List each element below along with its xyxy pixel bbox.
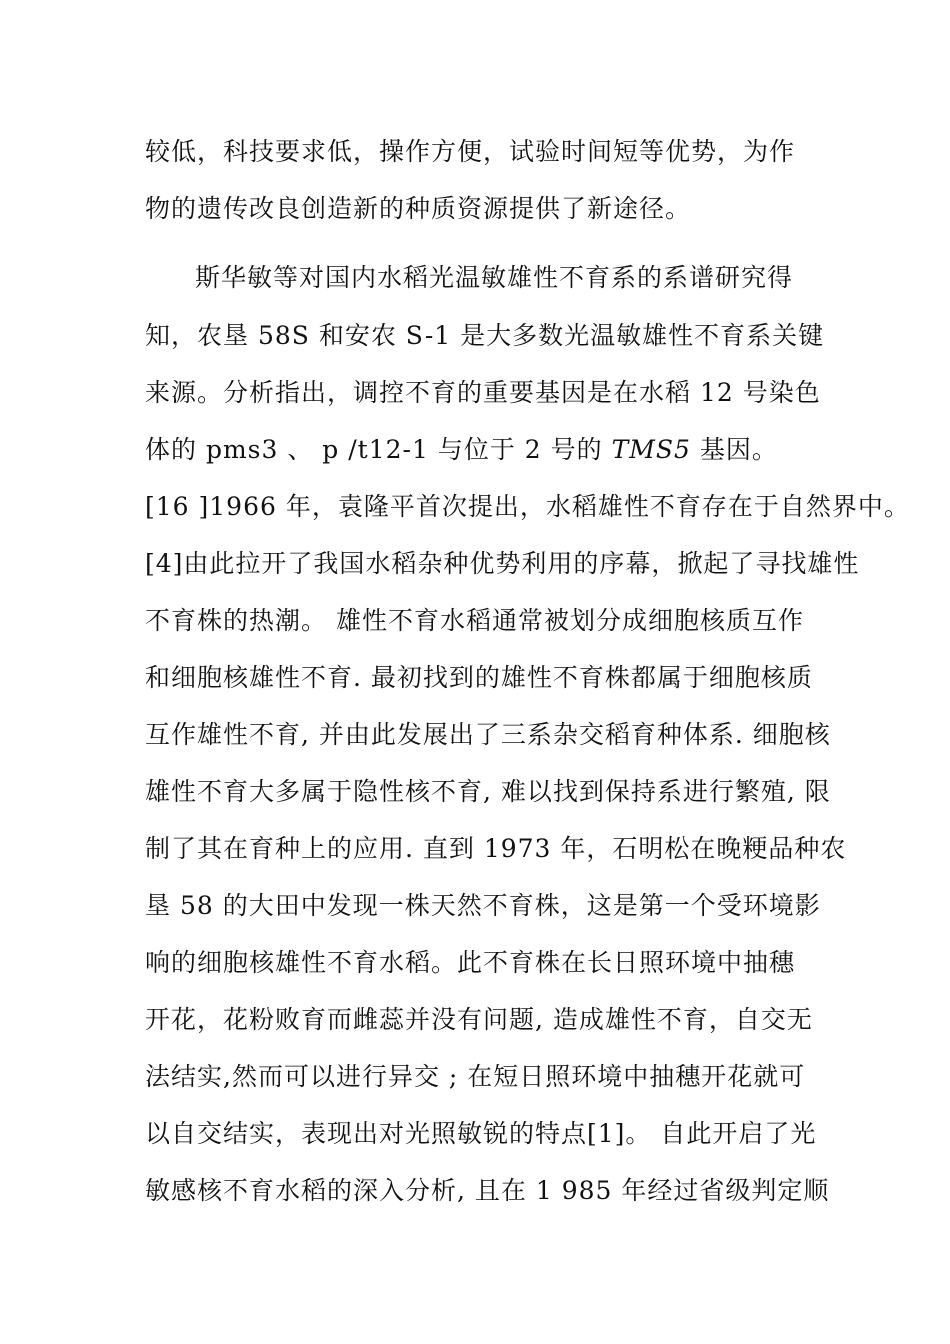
paragraph-line: 来源。分析指出，调控不育的重要基因是在水稻 12 号染色 bbox=[145, 378, 821, 407]
paragraph-line: 响的细胞核雄性不育水稻。此不育株在长日照环境中抽穗 bbox=[145, 948, 796, 977]
paragraph-line: 以自交结实，表现出对光照敏锐的特点[1]。 自此开启了光 bbox=[145, 1119, 817, 1148]
paragraph-line: 知，农垦 58S 和安农 S-1 是大多数光温敏雄性不育系关键 bbox=[145, 321, 825, 350]
paragraph-line: 斯华敏等对国内水稻光温敏雄性不育系的系谱研究得 bbox=[195, 263, 794, 292]
paragraph-line: 物的遗传改良创造新的种质资源提供了新途径。 bbox=[145, 194, 692, 223]
gene-text-after: 基因。 bbox=[690, 435, 778, 464]
paragraph-line: 互作雄性不育, 并由此发展出了三系杂交稻育种体系. 细胞核 bbox=[145, 720, 831, 749]
paragraph-line: 和细胞核雄性不育. 最初找到的雄性不育株都属于细胞核质 bbox=[145, 663, 813, 692]
gene-text-before: 体的 pms3 、 p /t12-1 与位于 2 号的 bbox=[145, 435, 612, 464]
paragraph-line: [4]由此拉开了我国水稻杂种优势利用的序幕，掀起了寻找雄性 bbox=[145, 549, 860, 578]
gene-name-italic: TMS5 bbox=[611, 435, 691, 464]
paragraph-line: 较低，科技要求低，操作方便，试验时间短等优势，为作 bbox=[145, 137, 796, 166]
paragraph-line: 开花，花粉败育而雌蕊并没有问题, 造成雄性不育，自交无 bbox=[145, 1005, 813, 1034]
paragraph-line: 不育株的热潮。 雄性不育水稻通常被划分成细胞核质互作 bbox=[145, 606, 804, 635]
paragraph-line: 垦 58 的大田中发现一株天然不育株，这是第一个受环境影 bbox=[145, 891, 821, 920]
paragraph-line: [16 ]1966 年，袁隆平首次提出，水稻雄性不育存在于自然界中。 bbox=[145, 492, 910, 521]
paragraph-line: 制了其在育种上的应用. 直到 1973 年，石明松在晚粳品种农 bbox=[145, 834, 847, 863]
paragraph-line: 法结实,然而可以进行异交 ; 在短日照环境中抽穗开花就可 bbox=[145, 1062, 806, 1091]
paragraph-line: 敏感核不育水稻的深入分析, 且在 1 985 年经过省级判定顺 bbox=[145, 1176, 830, 1205]
paragraph-line: 雄性不育大多属于隐性核不育, 难以找到保持系进行繁殖, 限 bbox=[145, 777, 831, 806]
paragraph-line-gene bbox=[145, 434, 778, 466]
